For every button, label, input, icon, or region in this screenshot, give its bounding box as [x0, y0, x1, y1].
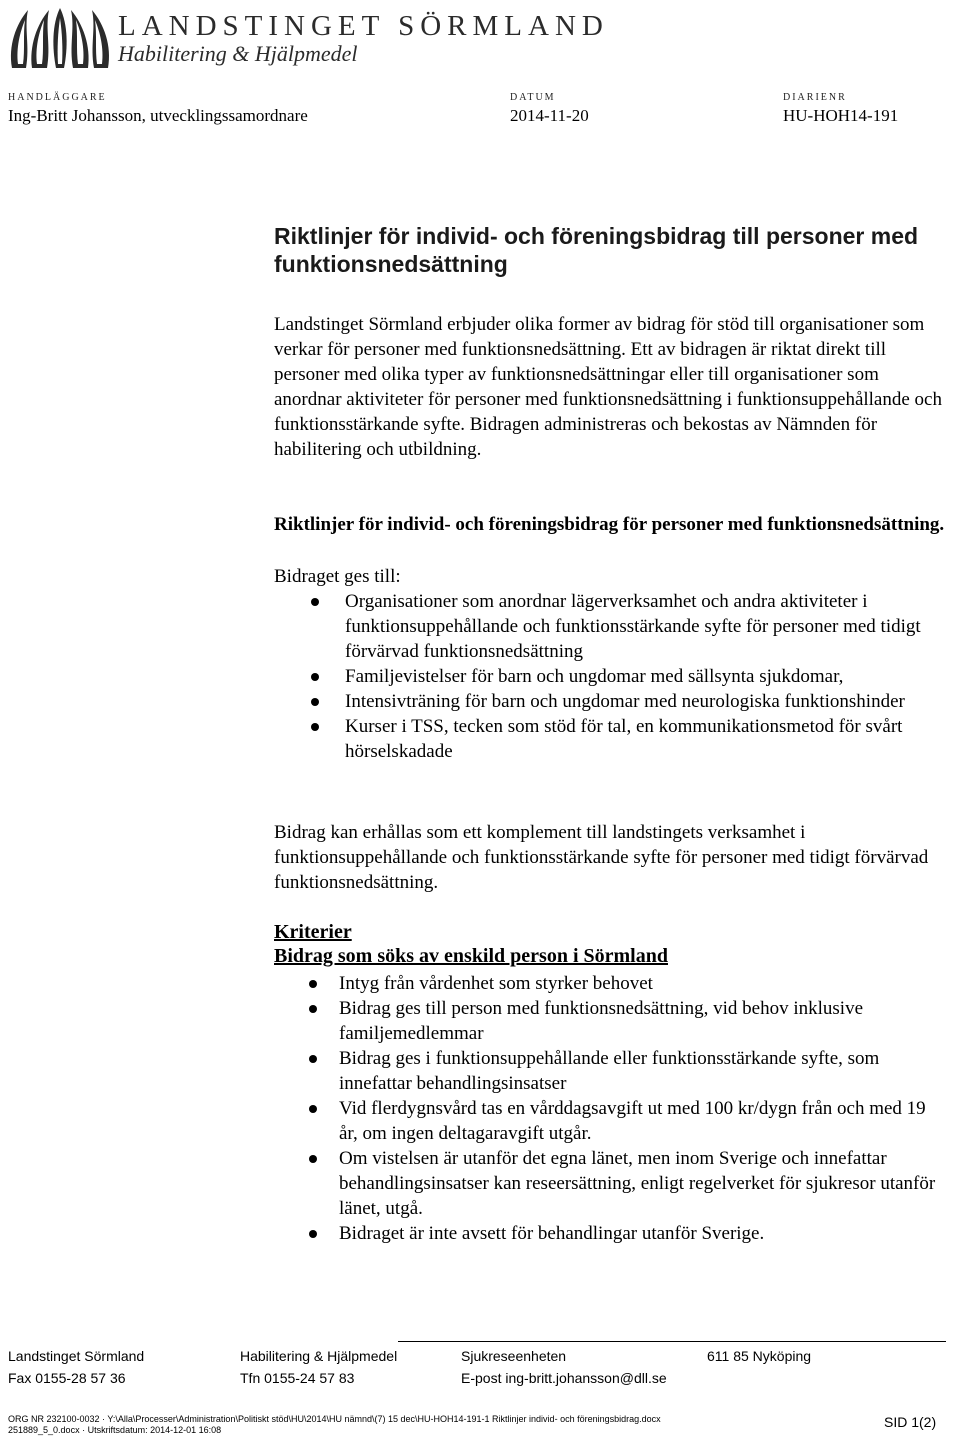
- intro-paragraph: Landstinget Sörmland erbjuder olika former av bidrag för stöd till organisationer som verkar för personer med funktionsnedsättning. Ett av bidragen är riktat direkt till personer med olika typer av funktionsnedsättningar eller till organisationer som anordnar aktiviteter för personer med funktionsnedsättning i funktionsuppehållande och funktionsstärkande syfte. Bidragen administreras och bekostas av Nämnden för habilitering och utbildning.: [274, 314, 942, 460]
- bullet-icon: [311, 673, 319, 681]
- list-item: Intyg från vårdenhet som styrker behovet: [339, 971, 949, 996]
- list-item: Vid flerdygnsvård tas en vårddagsavgift ut med 100 kr/dygn från och med 19 år, om ingen deltagaravgift utgår.: [339, 1096, 949, 1146]
- diarienr-label: DIARIENR: [783, 92, 847, 103]
- datum-value: 2014-11-20: [510, 106, 589, 125]
- org-subtitle: Habilitering & Hjälpmedel: [118, 41, 358, 66]
- criteria-title: Kriterier: [274, 921, 352, 943]
- datum-label: DATUM: [510, 92, 556, 103]
- list-item: Organisationer som anordnar lägerverksamhet och andra aktiviteter i funktionsuppehållande och funktionsstärkande syfte för personer med tidigt förvärvad funktionsnedsättning: [345, 589, 957, 664]
- page-number: SID 1(2): [884, 1414, 937, 1430]
- footer-file-path: ORG NR 232100-0032 · Y:\Alla\Processer\Administration\Politiskt stöd\HU\2014\HU nämnd\(7) 15 dec\HU-HOH14-191-1 Riktlinjer individ- och föreningsbidrag.docx: [8, 1414, 661, 1424]
- footer-fax: Fax 0155-28 57 36: [8, 1370, 126, 1386]
- document-title: Riktlinjer för individ- och föreningsbidrag till personer med funktionsnedsättning: [274, 223, 919, 277]
- list-item: Bidrag ges till person med funktionsnedsättning, vid behov inklusive familjemedlemmar: [339, 996, 949, 1046]
- footer-divider: [398, 1341, 946, 1342]
- bullet-icon: [309, 1005, 317, 1013]
- bullet-icon: [309, 1230, 317, 1238]
- criteria-subtitle: Bidrag som söks av enskild person i Sörmland: [274, 945, 668, 967]
- complement-paragraph: Bidrag kan erhållas som ett komplement till landstingets verksamhet i funktionsuppehållande och funktionsstärkande syfte för personer med tidigt förvärvad funktionsnedsättning.: [274, 822, 929, 893]
- bullet-icon: [311, 698, 319, 706]
- bullet-icon: [309, 1105, 317, 1113]
- list-item: Bidraget är inte avsett för behandlingar utanför Sverige.: [339, 1221, 949, 1246]
- criteria-heading: [274, 920, 946, 968]
- footer-department: Sjukreseenheten: [461, 1348, 567, 1364]
- list-item: Bidrag ges i funktionsuppehållande eller funktionsstärkande syfte, som innefattar behandlingsinsatser: [339, 1046, 949, 1096]
- handlaggare-value: Ing-Britt Johansson, utvecklingssamordnare: [8, 106, 308, 125]
- bullet-icon: [311, 723, 319, 731]
- org-name: LANDSTINGET SÖRMLAND: [118, 10, 609, 42]
- recipient-list: [345, 589, 957, 764]
- diarienr-value: HU-HOH14-191: [783, 106, 899, 125]
- bullet-icon: [309, 980, 317, 988]
- list-item: Intensivträning för barn och ungdomar med neurologiska funktionshinder: [345, 689, 957, 714]
- bullet-icon: [311, 598, 319, 606]
- footer-org: Landstinget Sörmland: [8, 1348, 145, 1364]
- criteria-list: [339, 971, 949, 1246]
- section-subheading: Riktlinjer för individ- och föreningsbidrag för personer med funktionsnedsättning.: [274, 514, 945, 535]
- footer-phone: Tfn 0155-24 57 83: [240, 1370, 355, 1386]
- handlaggare-label: HANDLÄGGARE: [8, 92, 107, 103]
- bullet-icon: [309, 1055, 317, 1063]
- list-intro: Bidraget ges till:: [274, 566, 401, 587]
- bullet-icon: [309, 1155, 317, 1163]
- footer-print-date: 251889_5_0.docx · Utskriftsdatum: 2014-12-01 16:08: [8, 1425, 222, 1435]
- logo-icon: [8, 6, 112, 72]
- list-item: Familjevistelser för barn och ungdomar med sällsynta sjukdomar,: [345, 664, 957, 689]
- list-item: Om vistelsen är utanför det egna länet, men inom Sverige och innefattar behandlingsinsatser kan reseersättning, enligt regelverket för sjukresor utanför länet, utgå.: [339, 1146, 949, 1221]
- footer-unit: Habilitering & Hjälpmedel: [240, 1348, 398, 1364]
- list-item: Kurser i TSS, tecken som stöd för tal, en kommunikationsmetod för svårt hörselskadade: [345, 714, 957, 764]
- footer-email[interactable]: E-post ing-britt.johansson@dll.se: [461, 1370, 667, 1386]
- footer-address: 611 85 Nyköping: [707, 1348, 812, 1364]
